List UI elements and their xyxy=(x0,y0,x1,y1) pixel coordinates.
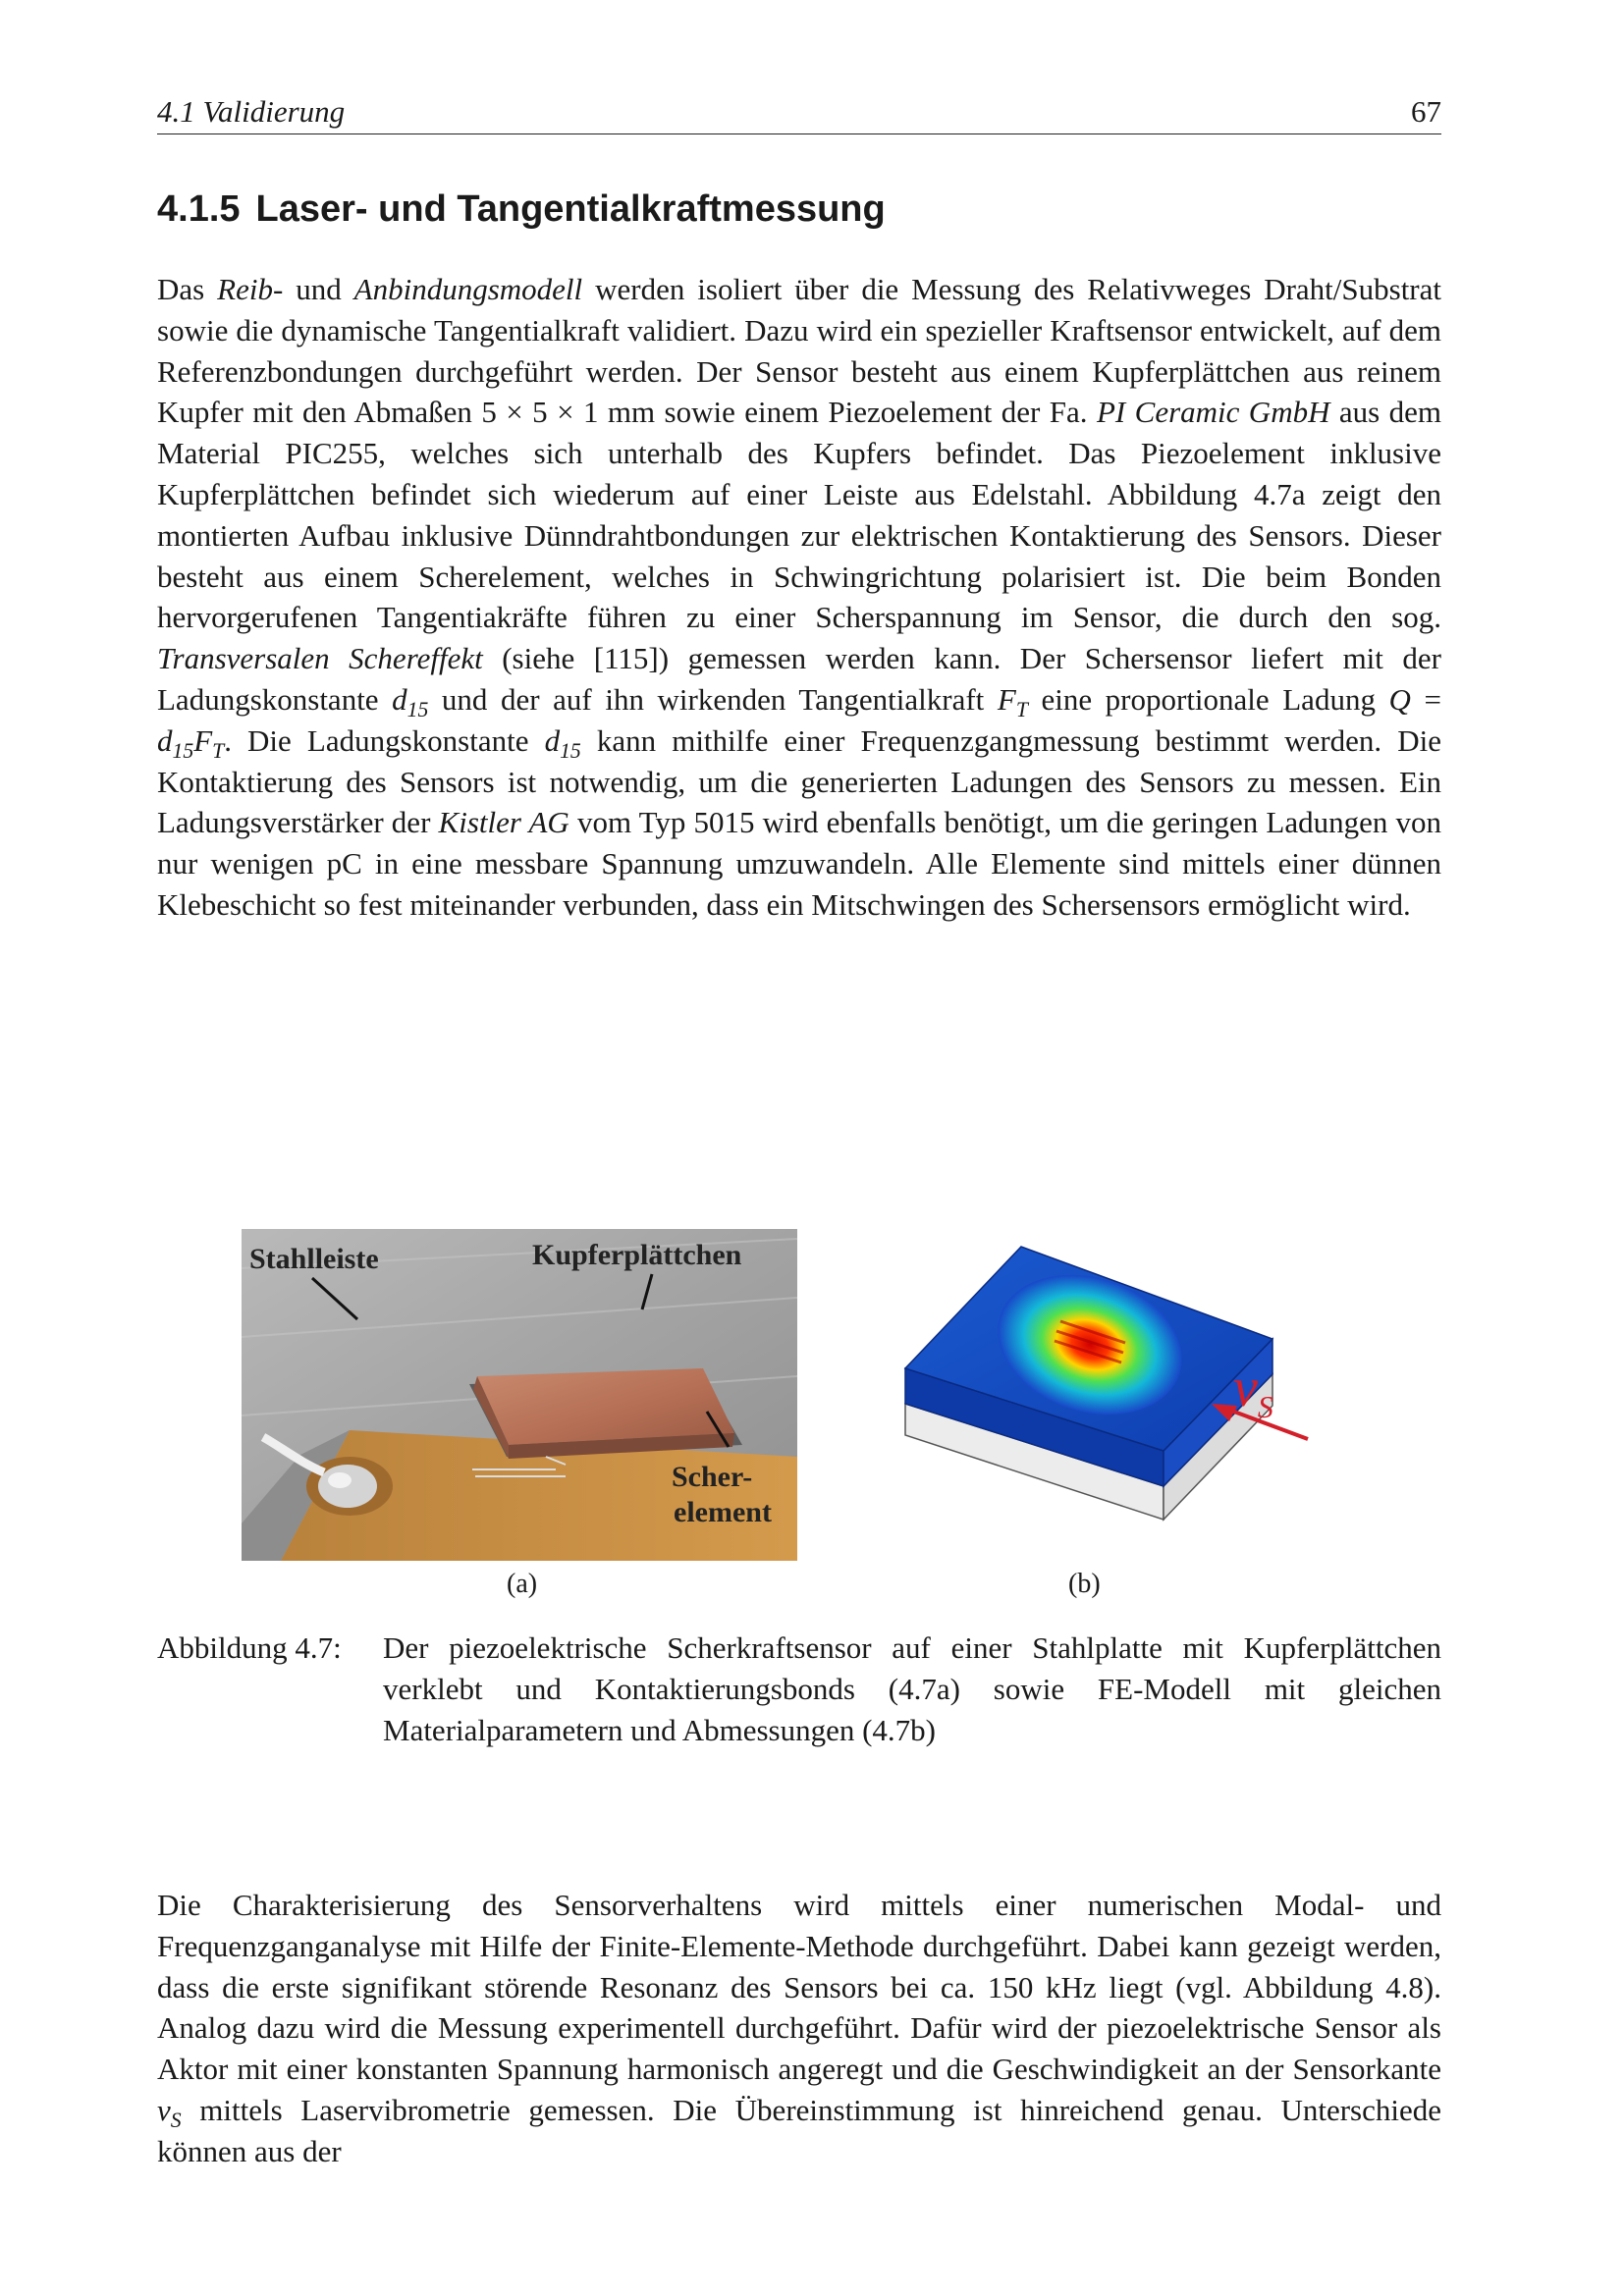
text-run: eine proportionale Ladung xyxy=(1027,681,1389,717)
figure-caption xyxy=(157,1628,1441,1751)
caption-label: Abbildung 4.7: xyxy=(157,1630,342,1665)
math-vs xyxy=(157,2092,182,2133)
subcaption-a: (a) xyxy=(507,1569,538,1599)
text-run: vom Typ 5015 wird ebenfalls benötigt, um die geringen Ladungen von nur wenigen pC in eine messbare Spannung umzuwandeln. Alle Elemente sind mittels einer dünnen Klebeschicht so fest miteinander verbunden, dass ein Mitschwingen des Schersensors ermöglicht wird. xyxy=(157,805,1441,922)
math-subscript: S xyxy=(170,2109,182,2133)
text-run: und der auf ihn wirkenden Tangentialkraft xyxy=(428,681,998,717)
label-element: element xyxy=(674,1496,772,1528)
figure-photo-sensor xyxy=(242,1229,797,1561)
solder-blob xyxy=(318,1465,377,1508)
velocity-symbol: v xyxy=(1233,1358,1258,1418)
math-subscript: 15 xyxy=(172,738,194,763)
math-subscript: T xyxy=(1015,698,1028,722)
text-run: Das xyxy=(157,272,218,306)
math-symbol: F xyxy=(193,722,213,758)
section-number: 4.1.5 xyxy=(157,188,241,230)
text-run: mittels Laservibrometrie gemessen. Die Übereinstimmung ist hinreichend genau. Unterschiede können aus der xyxy=(157,2092,1441,2168)
text-run: (siehe [115]) gemessen werden kann. Der Schersensor liefert mit der Ladungskonstante xyxy=(157,641,1441,717)
math-ft xyxy=(997,681,1028,722)
velocity-subscript: S xyxy=(1257,1389,1273,1424)
text-run: kann mithilfe einer Frequenzgangmessung bestimmt werden. Die Kontaktierung des Sensors ist notwendig, um die generierten Ladungen des Sensors zu messen. Ein Ladungsverstärker der xyxy=(157,722,1442,840)
text-run: aus dem Material PIC255, welches sich unterhalb des Kupfers befindet. Das Piezoelement inklusive Kupferplättchen befindet sich wiederum auf einer Leiste aus Edelstahl. Abbildung 4.7a zeigt den montierten Aufbau inklusive Dünndrahtbondungen zur elektrischen Kontaktierung des Sensors. Dieser besteht aus einem Scherelement, welches in Schwingrichtung polarisiert ist. Die beim Bonden hervorgerufenen Tangentiakräfte führen zu einer Scherspannung im Sensor, die durch den sog. xyxy=(157,395,1442,635)
label-scher: Scher- xyxy=(672,1461,753,1493)
page-number: 67 xyxy=(1411,94,1441,129)
term-reib: Reib xyxy=(217,272,273,306)
math-symbol: d xyxy=(392,681,407,717)
math-symbol: F xyxy=(997,681,1016,717)
text-run: . Die Ladungskonstante xyxy=(224,722,545,758)
caption-text: Der piezoelektrische Scherkraftsensor auf einer Stahlplatte mit Kupferplättchen verklebt und Kontaktierungsbonds (4.7a) sowie FE-Modell mit gleichen Materialparametern und Abmessungen (4.7b) xyxy=(383,1630,1441,1747)
figure-fe-model xyxy=(884,1229,1316,1561)
text-run: Die Charakterisierung des Sensorverhaltens wird mittels einer numerischen Modal- und Frequenzganganalyse mit Hilfe der Finite-Elemente-Methode durchgeführt. Dabei kann gezeigt werden, dass die erste signifikant störende Resonanz des Sensors bei ca. 150 kHz liegt (vgl. Abbildung 4.8). Analog dazu wird die Messung experimentell durchgeführt. Dafür wird der piezoelektrische Sensor als Aktor mit einer konstanten Spannung harmonisch angeregt und die Geschwindigkeit an der Sensorkante xyxy=(157,1888,1441,2087)
running-title: 4.1 Validierung xyxy=(157,94,346,129)
math-symbol: Q xyxy=(1388,681,1411,717)
subcaption-b: (b) xyxy=(1068,1569,1101,1599)
term-transversal-effect: Transversalen Schereffekt xyxy=(157,641,483,676)
paragraph-sensor-description xyxy=(157,269,1441,926)
section-title: Laser- und Tangentialkraftmessung xyxy=(255,188,886,230)
math-d15 xyxy=(544,722,581,763)
section-heading xyxy=(157,188,886,231)
term-anbindungsmodell: Anbindungsmodell xyxy=(353,272,583,306)
page-header xyxy=(157,94,1441,134)
label-stahlleiste: Stahlleiste xyxy=(249,1243,379,1275)
math-subscript: 15 xyxy=(406,698,429,722)
math-symbol: d xyxy=(157,722,173,758)
fe-model-render xyxy=(884,1229,1316,1561)
sensor-photo xyxy=(242,1229,797,1561)
math-symbol: = xyxy=(1410,681,1441,717)
paragraph-characterization xyxy=(157,1885,1441,2172)
copper-plate xyxy=(477,1368,734,1445)
company-pi-ceramic: PI Ceramic GmbH xyxy=(1096,395,1330,430)
text-run: - und xyxy=(272,272,354,306)
math-subscript: T xyxy=(212,738,225,763)
math-symbol: d xyxy=(544,722,561,758)
math-subscript: 15 xyxy=(560,738,581,763)
math-d15 xyxy=(392,681,429,722)
company-kistler: Kistler AG xyxy=(438,805,569,840)
text-run: werden isoliert über die Messung des Relativweges Draht/Substrat sowie die dynamische Tangentialkraft validiert. Dazu wird ein spezieller Kraftsensor entwickelt, auf dem Referenzbondungen durchgeführt werden. Der Sensor besteht aus einem Kupferplättchen aus reinem Kupfer mit den Abmaßen 5 × 5 × 1 mm sowie einem Piezoelement der Fa. xyxy=(157,272,1442,430)
math-symbol: v xyxy=(157,2092,171,2127)
label-kupferplaettchen: Kupferplättchen xyxy=(532,1239,742,1271)
